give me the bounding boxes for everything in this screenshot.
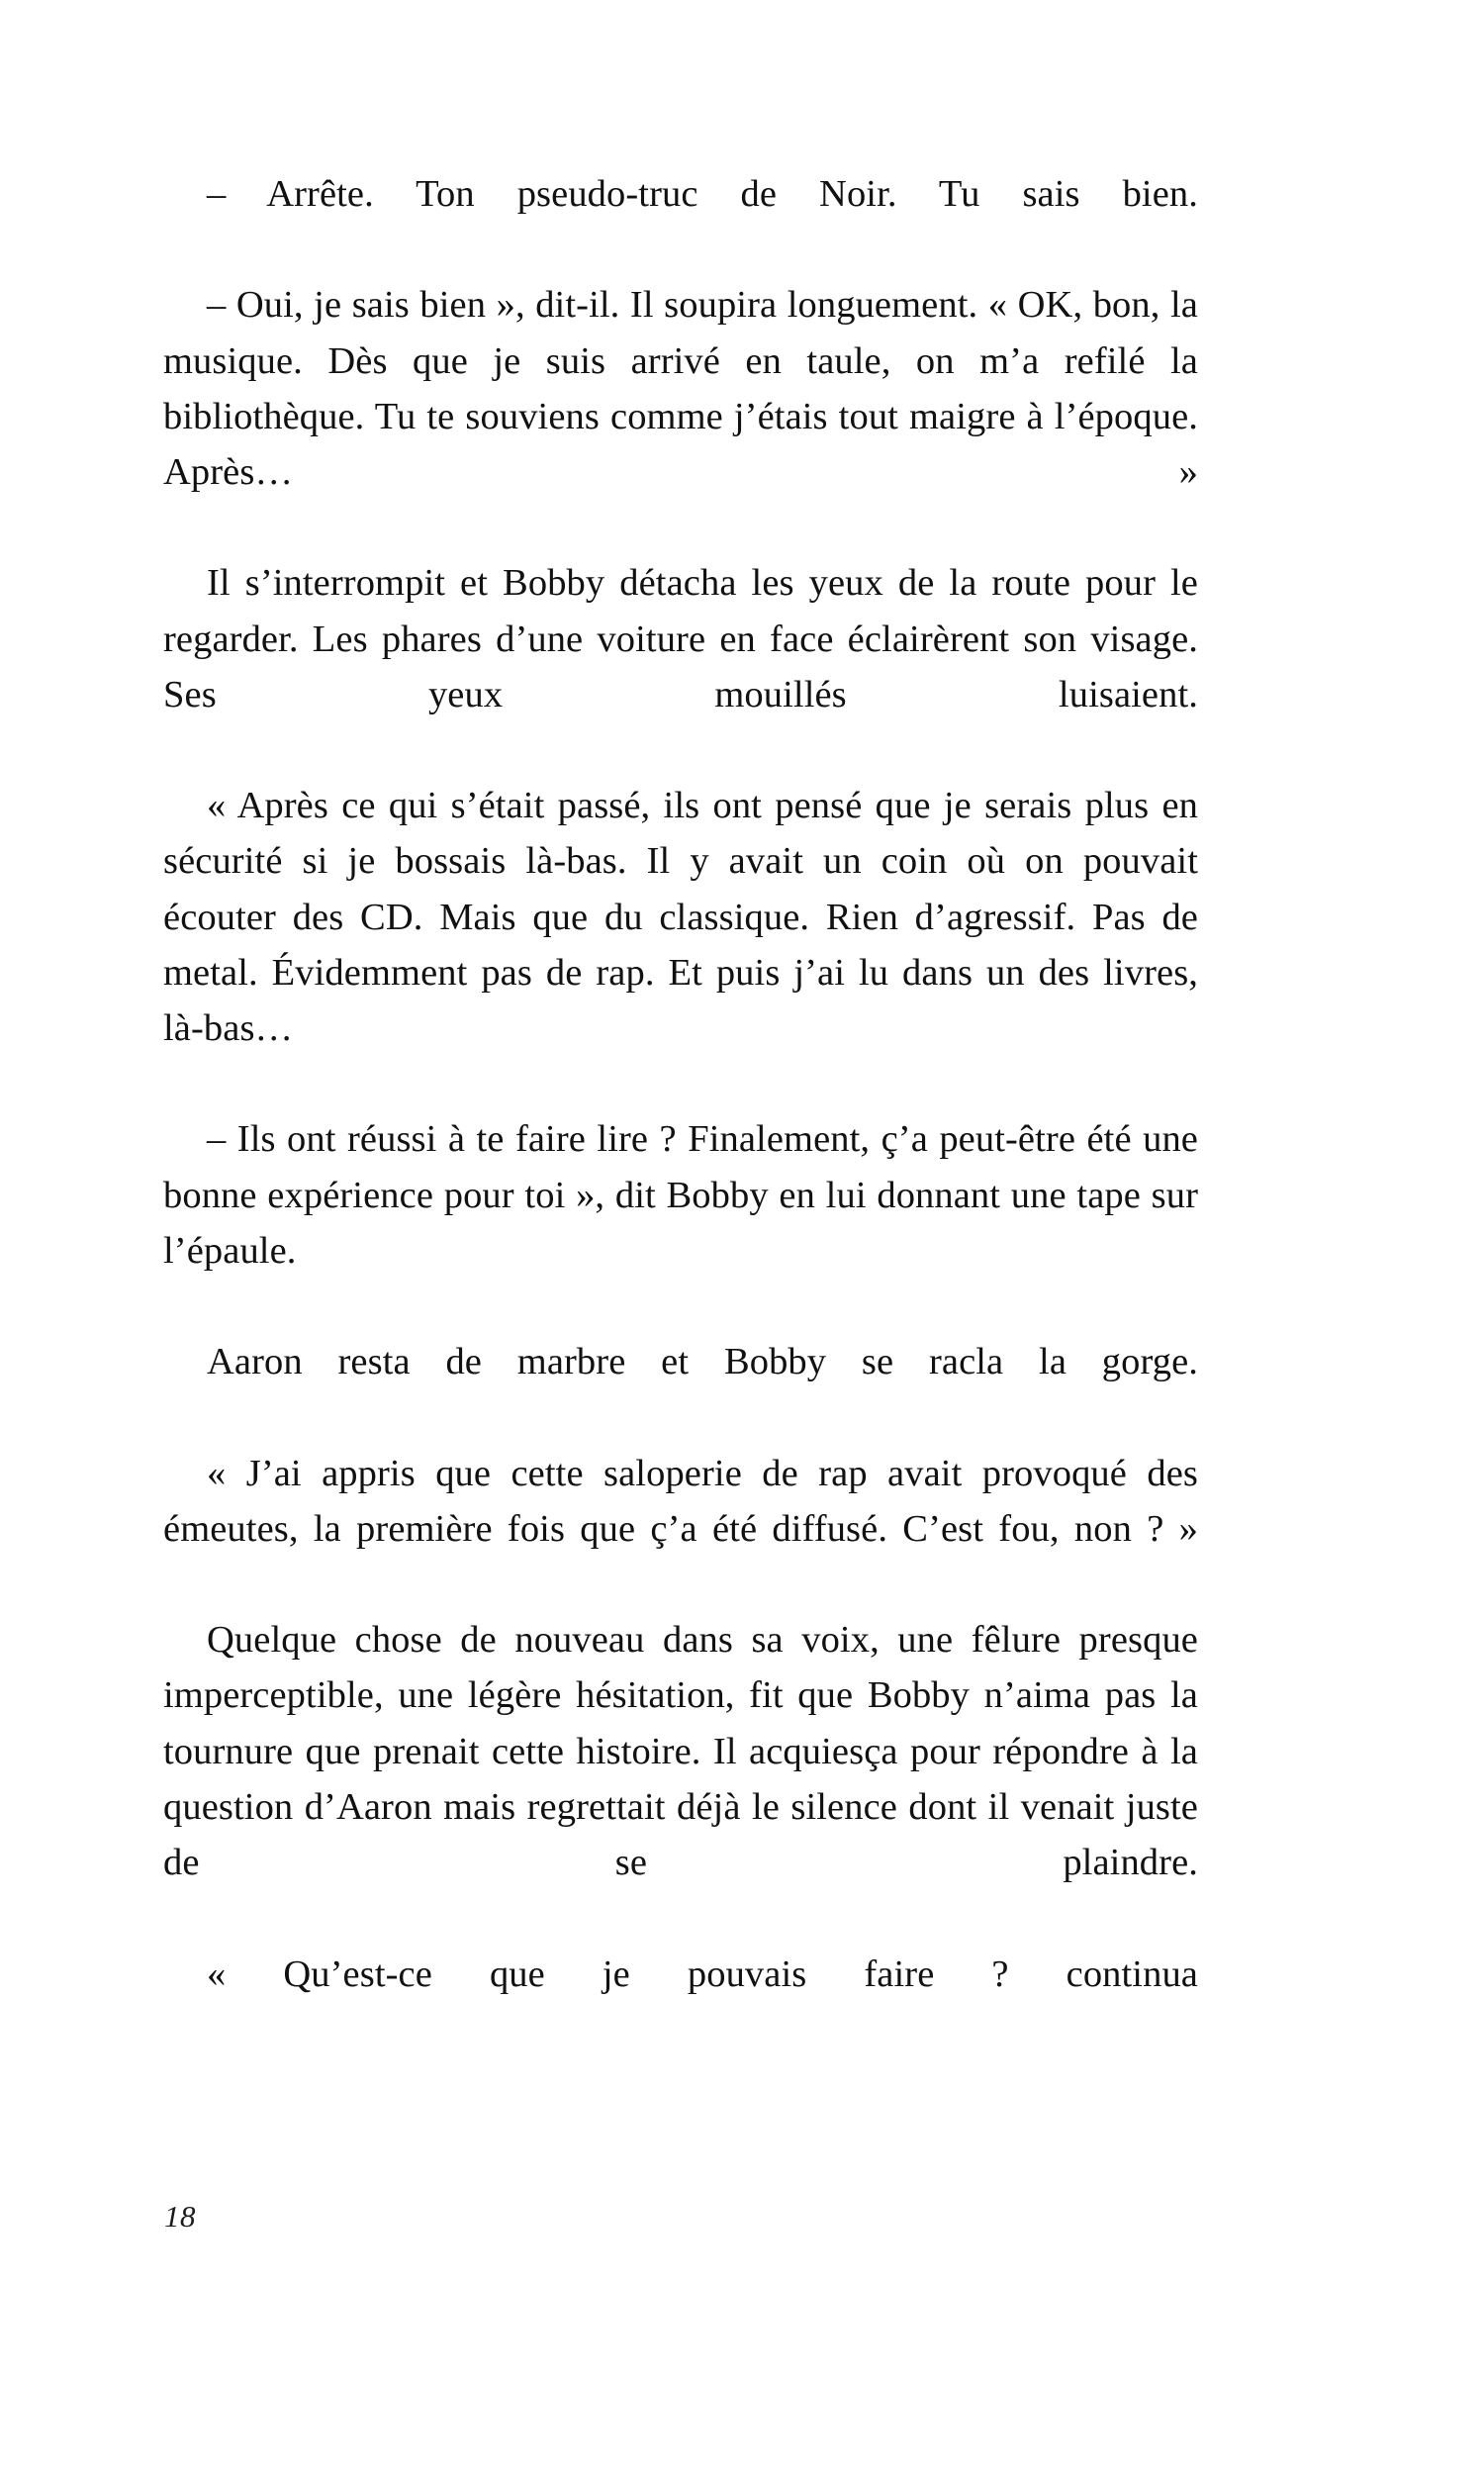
paragraph: Aaron resta de marbre et Bobby se racla la gorge.	[207, 1341, 1198, 1383]
paragraph: – Arrête. Ton pseudo-truc de Noir. Tu sais bien.	[207, 173, 1198, 215]
page-number: 18	[164, 2199, 196, 2234]
paragraph: « J’ai appris que cette saloperie de rap avait provoqué des émeutes, la première fois que ç’a été diffusé. C’est fou, non ? »	[163, 1452, 1198, 1550]
page-text-block	[163, 166, 1198, 2057]
paragraph: Il s’interrompit et Bobby détacha les yeux de la route pour le regarder. Les phares d’une voiture en face éclairèrent son visage. Ses yeux mouillés luisaient.	[163, 562, 1198, 715]
paragraph: – Ils ont réussi à te faire lire ? Finalement, ç’a peut-être été une bonne expérience pour toi », dit Bobby en lui donnant une tape sur l’épaule.	[163, 1118, 1198, 1272]
paragraph: « Après ce qui s’était passé, ils ont pensé que je serais plus en sécurité si je bossais là-bas. Il y avait un coin où on pouvait écouter des CD. Mais que du classique. Rien d’agressif. Pas de metal. Évidemment pas de rap. Et puis j’ai lu dans un des livres, là-bas…	[163, 785, 1198, 1050]
paragraph: Quelque chose de nouveau dans sa voix, une fêlure presque imperceptible, une légère hésitation, fit que Bobby n’aima pas la tournure que prenait cette histoire. Il acquiesça pour répondre à la question d’Aaron mais regrettait déjà le silence dont il venait juste de se plaindre.	[163, 1619, 1198, 1884]
paragraph: – Oui, je sais bien », dit-il. Il soupira longuement. « OK, bon, la musique. Dès que je suis arrivé en taule, on m’a refilé la bibliothèque. Tu te souviens comme j’étais tout maigre à l’époque. Après… »	[163, 284, 1198, 494]
paragraph: « Qu’est-ce que je pouvais faire ? continua	[207, 1952, 1198, 1995]
